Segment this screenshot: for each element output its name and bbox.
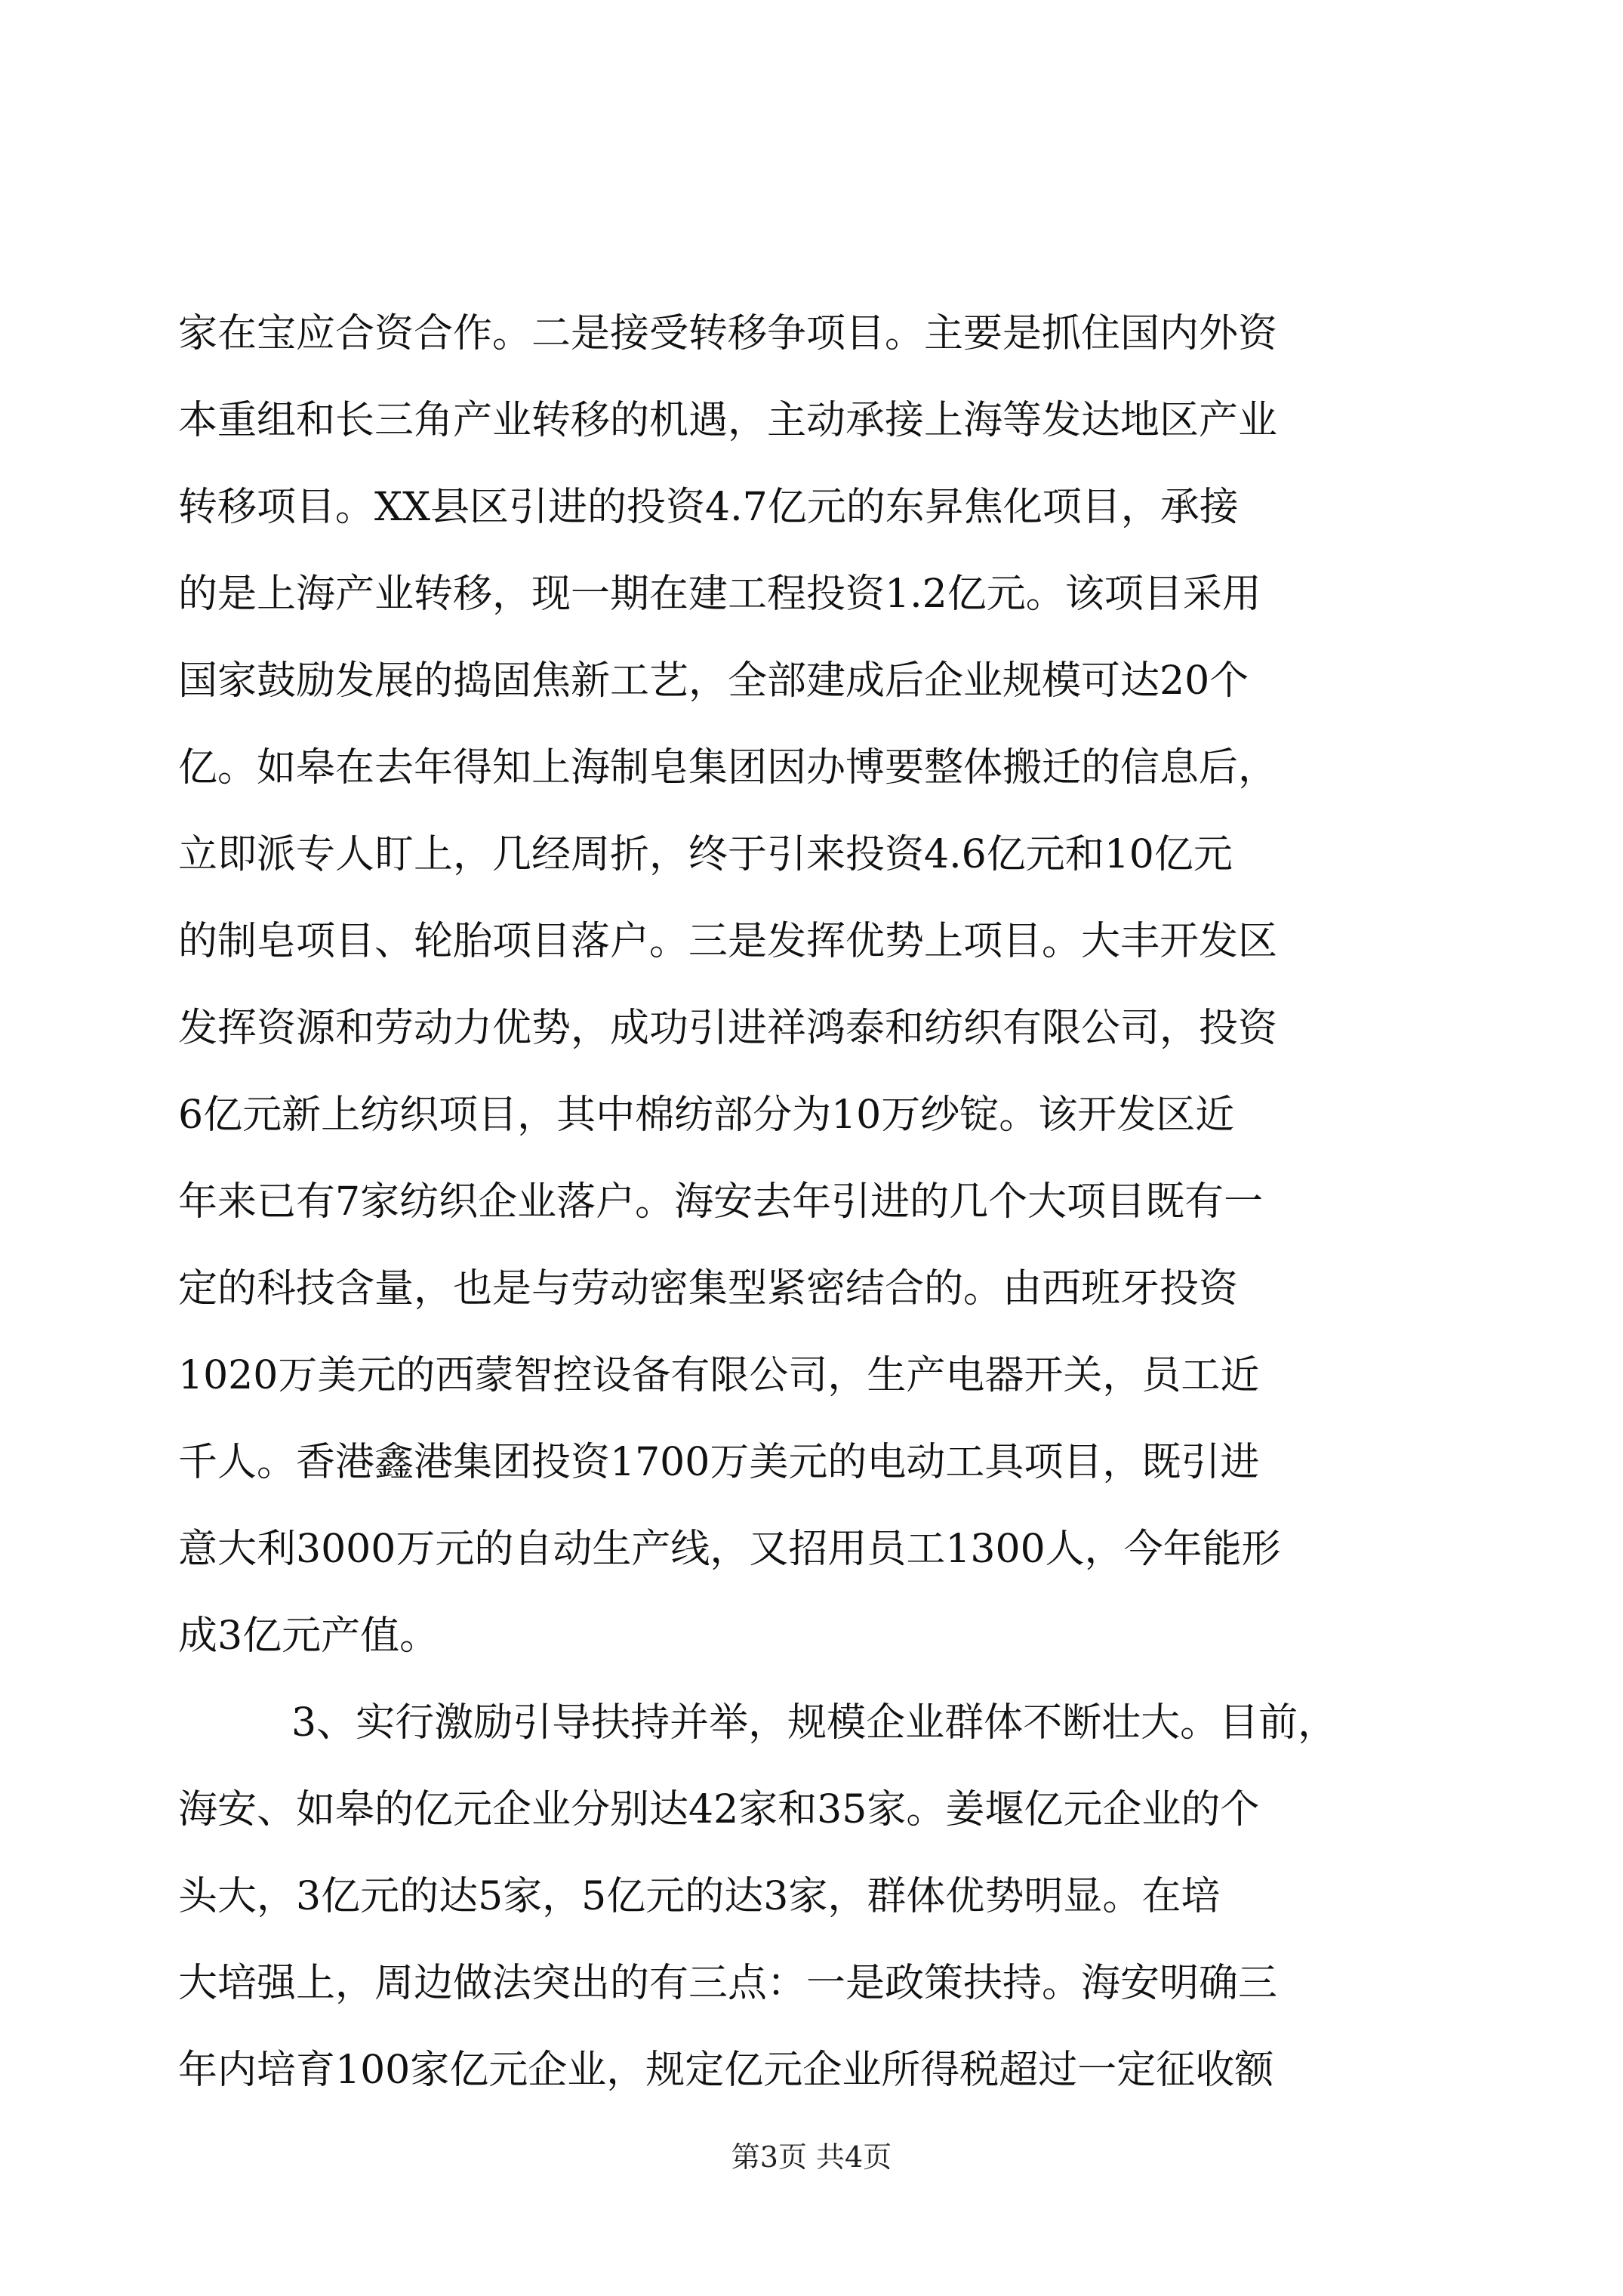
text-line: 千人。香港鑫港集团投资1700万美元的电动工具项目，既引进 bbox=[178, 1440, 1260, 1485]
page-number-footer: 第3页 共4页 bbox=[731, 2140, 892, 2174]
text-line: 国家鼓励发展的捣固焦新工艺，全部建成后企业规模可达20个 bbox=[178, 658, 1249, 704]
text-line: 家在宝应合资合作。二是接受转移争项目。主要是抓住国内外资 bbox=[178, 311, 1278, 356]
text-line: 意大利3000万元的自动生产线，又招用员工1300人，今年能形 bbox=[178, 1527, 1281, 1572]
text-line: 年内培育100家亿元企业，规定亿元企业所得税超过一定征收额 bbox=[178, 2048, 1274, 2093]
body-text bbox=[178, 291, 1477, 2114]
text-line: 本重组和长三角产业转移的机遇，主动承接上海等发达地区产业 bbox=[178, 398, 1278, 443]
section-heading-line: 3、实行激励引导扶持并举，规模企业群体不断壮大。目前， bbox=[291, 1700, 1338, 1746]
text-line: 发挥资源和劳动力优势，成功引进祥鸿泰和纺织有限公司，投资 bbox=[178, 1006, 1278, 1051]
text-line: 的制皂项目、轮胎项目落户。三是发挥优势上项目。大丰开发区 bbox=[178, 919, 1278, 964]
text-line: 大培强上，周边做法突出的有三点：一是政策扶持。海安明确三 bbox=[178, 1961, 1278, 2006]
text-line: 年来已有7家纺织企业落户。海安去年引进的几个大项目既有一 bbox=[178, 1179, 1264, 1225]
text-line: 头大，3亿元的达5家，5亿元的达3家，群体优势明显。在培 bbox=[178, 1874, 1221, 1919]
text-line: 1020万美元的西蒙智控设备有限公司，生产电器开关，员工近 bbox=[178, 1353, 1260, 1398]
text-line: 海安、如皋的亿元企业分别达42家和35家。姜堰亿元企业的个 bbox=[178, 1787, 1260, 1832]
text-line: 立即派专人盯上，几经周折，终于引来投资4.6亿元和10亿元 bbox=[178, 832, 1233, 877]
text-line: 定的科技含量，也是与劳动密集型紧密结合的。由西班牙投资 bbox=[178, 1266, 1239, 1311]
text-line: 亿。如皋在去年得知上海制皂集团因办博要整体搬迁的信息后， bbox=[178, 745, 1278, 791]
text-line: 转移项目。XX县区引进的投资4.7亿元的东昇焦化项目，承接 bbox=[178, 485, 1239, 530]
text-line: 6亿元新上纺织项目，其中棉纺部分为10万纱锭。该开发区近 bbox=[178, 1093, 1235, 1138]
text-line: 成3亿元产值。 bbox=[178, 1613, 439, 1659]
text-line: 的是上海产业转移，现一期在建工程投资1.2亿元。该项目采用 bbox=[178, 572, 1261, 617]
